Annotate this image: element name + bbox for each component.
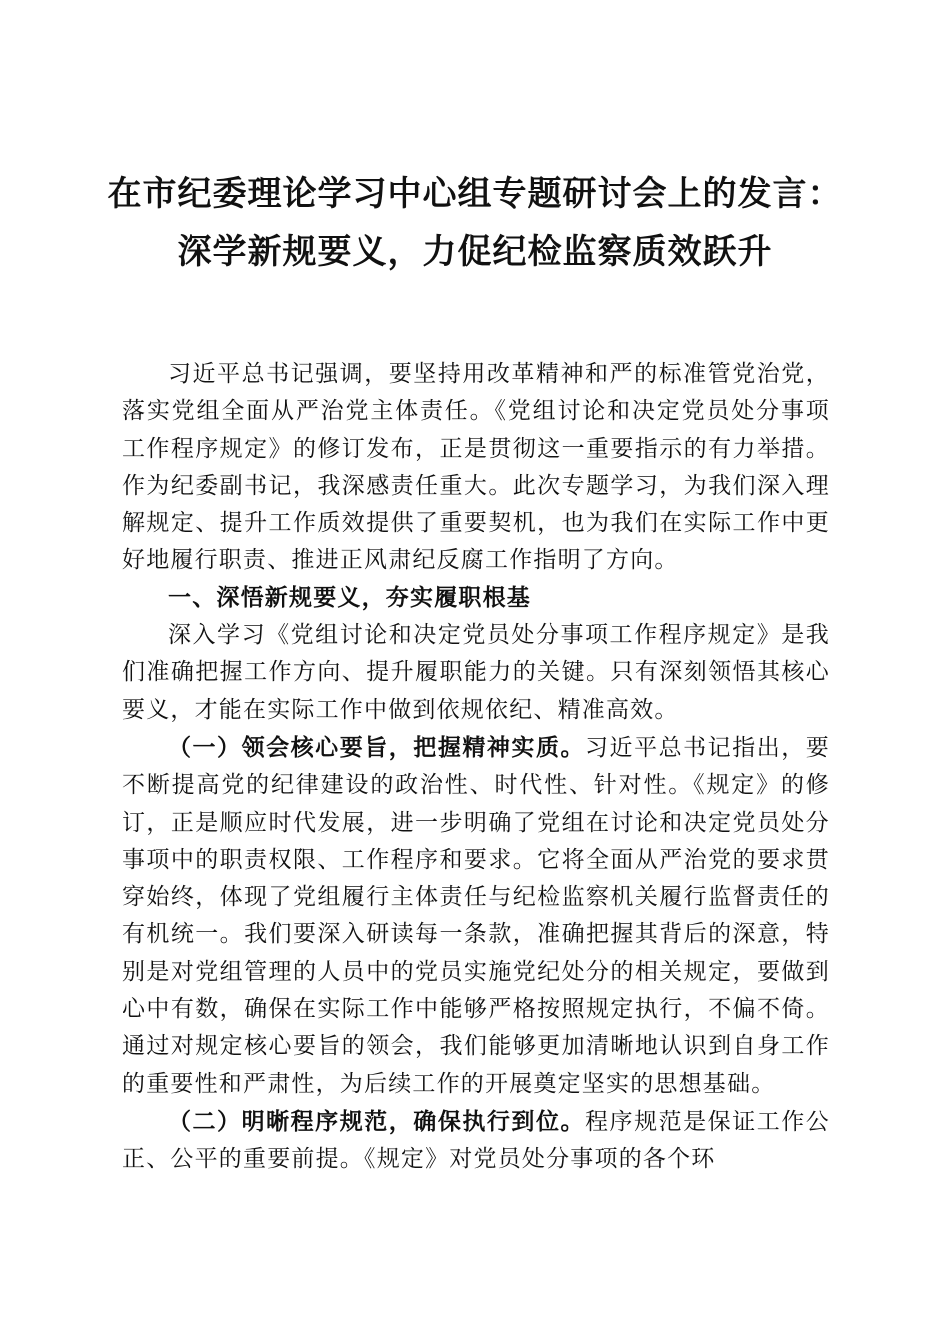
title-line-1: 在市纪委理论学习中心组专题研讨会上的发言： bbox=[107, 174, 843, 214]
subsection-2-body: 程序规范是保证工作公正、公平的重要前提。《规定》对党员处分事项的各个环 bbox=[122, 1108, 831, 1173]
document-title bbox=[100, 165, 850, 281]
intro-paragraph: 习近平总书记强调，要坚持用改革精神和严的标准管党治党，落实党组全面从严治党主体责任。《党组讨论和决定党员处分事项工作程序规定》的修订发布，正是贯彻这一重要指示的有力举措。作为纪委副书记，我深感责任重大。此次专题学习，为我们深入理解规定、提升工作质效提供了重要契机，也为我们在实际工作中更好地履行职责、推进正风肃纪反腐工作指明了方向。 bbox=[122, 361, 830, 574]
section-1-intro-paragraph: 深入学习《党组讨论和决定党员处分事项工作程序规定》是我们准确把握工作方向、提升履职能力的关键。只有深刻领悟其核心要义，才能在实际工作中做到依规依纪、精准高效。 bbox=[122, 622, 830, 723]
subsection-1-lead: （一）领会核心要旨，把握精神实质。 bbox=[168, 733, 586, 761]
subsection-2-paragraph bbox=[122, 1103, 830, 1179]
document-body bbox=[122, 356, 830, 1179]
subsection-2-lead: （二）明晰程序规范，确保执行到位。 bbox=[168, 1107, 586, 1135]
section-1-heading: 一、深悟新规要义，夯实履职根基 bbox=[168, 584, 531, 611]
subsection-1-body: 习近平总书记指出，要不断提高党的纪律建设的政治性、时代性、针对性。《规定》的修订，正是顺应时代发展，进一步明确了党组在讨论和决定党员处分事项中的职责权限、工作程序和要求。它将全面从严治党的要求贯穿始终，体现了党组履行主体责任与纪检监察机关履行监督责任的有机统一。我们要深入研读每一条款，准确把握其背后的深意，特别是对党组管理的人员中的党员实施党纪处分的相关规定，要做到心中有数，确保在实际工作中能够严格按照规定执行，不偏不倚。通过对规定核心要旨的领会，我们能够更加清晰地认识到自身工作的重要性和严肃性，为后续工作的开展奠定坚实的思想基础。 bbox=[122, 734, 831, 1097]
subsection-1-paragraph bbox=[122, 729, 830, 1103]
title-line-2: 深学新规要义，力促纪检监察质效跃升 bbox=[177, 232, 773, 272]
